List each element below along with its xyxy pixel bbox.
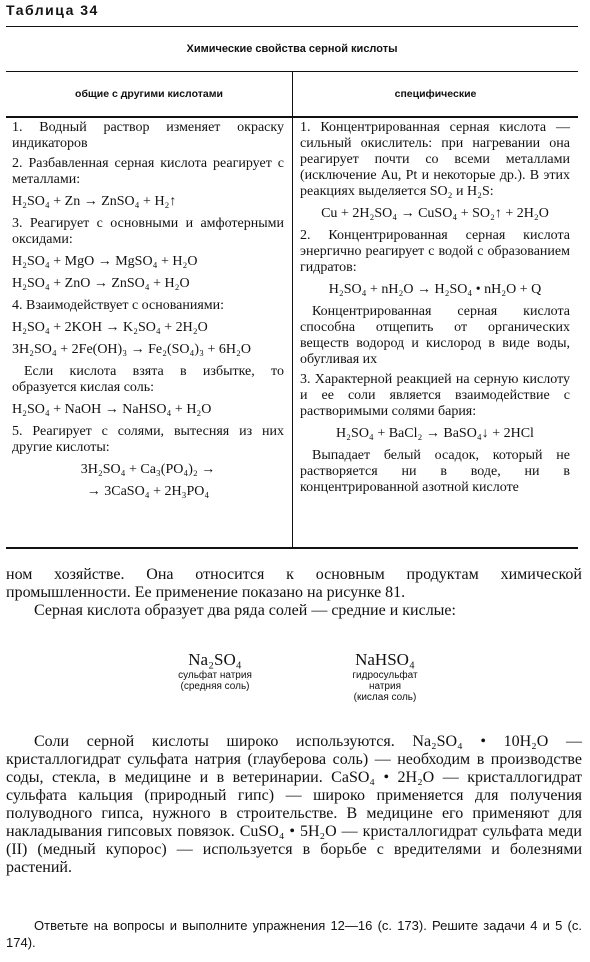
- table-equation: H₂SO₄ + MgO → MgSO₄ + H₂O: [12, 254, 198, 269]
- table-text: Выпадает белый осадок, который не растворяется ни в воде, ни в концентрированной азотной кислоте: [300, 448, 570, 495]
- table-equation: H₂SO₄ + ZnO → ZnSO₄ + H₂O: [12, 276, 190, 291]
- salt-acid: [330, 650, 440, 703]
- table-text: 1. Концентрированная серная кислота — сильный окислитель: при нагревании она реагирует почти со всеми металлами (исключение Au, Pt и некоторые др.). В этих реакциях выделяется SO₂ и H₂S:: [300, 120, 570, 199]
- column-header-general: общие с другими кислотами: [6, 72, 292, 118]
- salt-acid-kind: (кислая соль): [353, 692, 417, 703]
- salt-medium-kind: (средняя соль): [180, 681, 250, 692]
- table-text: 1. Водный раствор изменяет окраску индикаторов: [12, 120, 284, 151]
- table-text: 3. Реагирует с основными и амфотерными оксидами:: [12, 216, 284, 247]
- table-text: 2. Концентрированная серная кислота энергично реагирует с водой с образованием гидратов:: [300, 228, 570, 275]
- table-text: 3. Характерной реакцией на серную кислоту и ее соли является взаимодействие с растворимыми солями бария:: [300, 372, 570, 419]
- table-equation: → 3CaSO₄ + 2H₃PO₄: [86, 484, 210, 499]
- exercise-note-text: Ответьте на вопросы и выполните упражнения 12—16 (с. 173). Решите задачи 4 и 5 (с. 174).: [6, 918, 582, 950]
- column-divider: [292, 72, 293, 547]
- general-properties-column: [12, 120, 284, 506]
- table-text: Если кислота взята в избытке, то образуется кислая соль:: [12, 364, 284, 395]
- paragraph-salts-usage: [6, 733, 582, 877]
- table-equation: 3H₂SO₄ + Ca₃(PO₄)₂ →: [80, 462, 216, 477]
- salt-acid-formula: NaHSO₄: [355, 650, 415, 669]
- table-equation: H₂SO₄ + NaOH → NaHSO₄ + H₂O: [12, 402, 212, 417]
- paragraph-3: Соли серной кислоты широко используются. Na₂SO₄ • 10H₂O — кристаллогидрат сульфата натрия (глауберова соль) — необходим в производстве соды, стекла, в медицине и в ветеринарии. CaSO₄ • 2H₂O — кристаллогидрат сульфата кальция (природный гипс) — широко применяется для получения полуводного гипса, нужного в строительстве. В медицине его применяют для накладывания гипсовых повязок. CuSO₄ • 5H₂O — кристаллогидрат сульфата меди (II) (медный купорос) — используется в борьбе с вредителями и болезнями растений.: [6, 733, 582, 876]
- exercise-note: [6, 917, 582, 951]
- table-equation: H₂SO₄ + BaCl₂ → BaSO₄↓ + 2HCl: [336, 426, 534, 441]
- table-equation: Cu + 2H₂SO₄ → CuSO₄ + SO₂↑ + 2H₂O: [321, 206, 549, 221]
- salts-row: [0, 650, 590, 720]
- properties-table: [6, 26, 578, 549]
- table-equation: H₂SO₄ + Zn → ZnSO₄ + H₂↑: [12, 194, 177, 209]
- table-title: Химические свойства серной кислоты: [6, 27, 578, 72]
- salt-acid-name-2: натрия: [368, 681, 401, 692]
- table-equation: H₂SO₄ + 2KOH → K₂SO₄ + 2H₂O: [12, 320, 208, 335]
- paragraph-2: Серная кислота образует два ряда солей — средние и кислые:: [34, 602, 456, 619]
- salt-acid-name-1: гидросульфат: [352, 670, 418, 681]
- table-text: 5. Реагирует с солями, вытесняя из них другие кислоты:: [12, 424, 284, 455]
- specific-properties-column: [300, 120, 570, 500]
- column-header-specific: специфические: [293, 72, 578, 118]
- paragraph-continuation: [6, 566, 582, 620]
- salt-medium-name: сульфат натрия: [178, 670, 252, 681]
- table-equation: H₂SO₄ + nH₂O → H₂SO₄ • nH₂O + Q: [328, 282, 542, 297]
- table-text: 2. Разбавленная серная кислота реагирует с металлами:: [12, 156, 284, 187]
- table-caption: Таблица 34: [6, 2, 99, 18]
- table-equation: 3H₂SO₄ + 2Fe(OH)₃ → Fe₂(SO₄)₃ + 6H₂O: [12, 342, 251, 357]
- table-text: 4. Взаимодействует с основаниями:: [12, 298, 225, 313]
- salt-medium: [160, 650, 270, 692]
- salt-medium-formula: Na₂SO₄: [188, 650, 242, 669]
- paragraph-1: ном хозяйстве. Она относится к основным продуктам химической промышленности. Ее применение показано на рисунке 81.: [6, 566, 582, 601]
- table-text: Концентрированная серная кислота способна отщепить от органических веществ водород и кислород в виде воды, обугливая их: [300, 304, 570, 367]
